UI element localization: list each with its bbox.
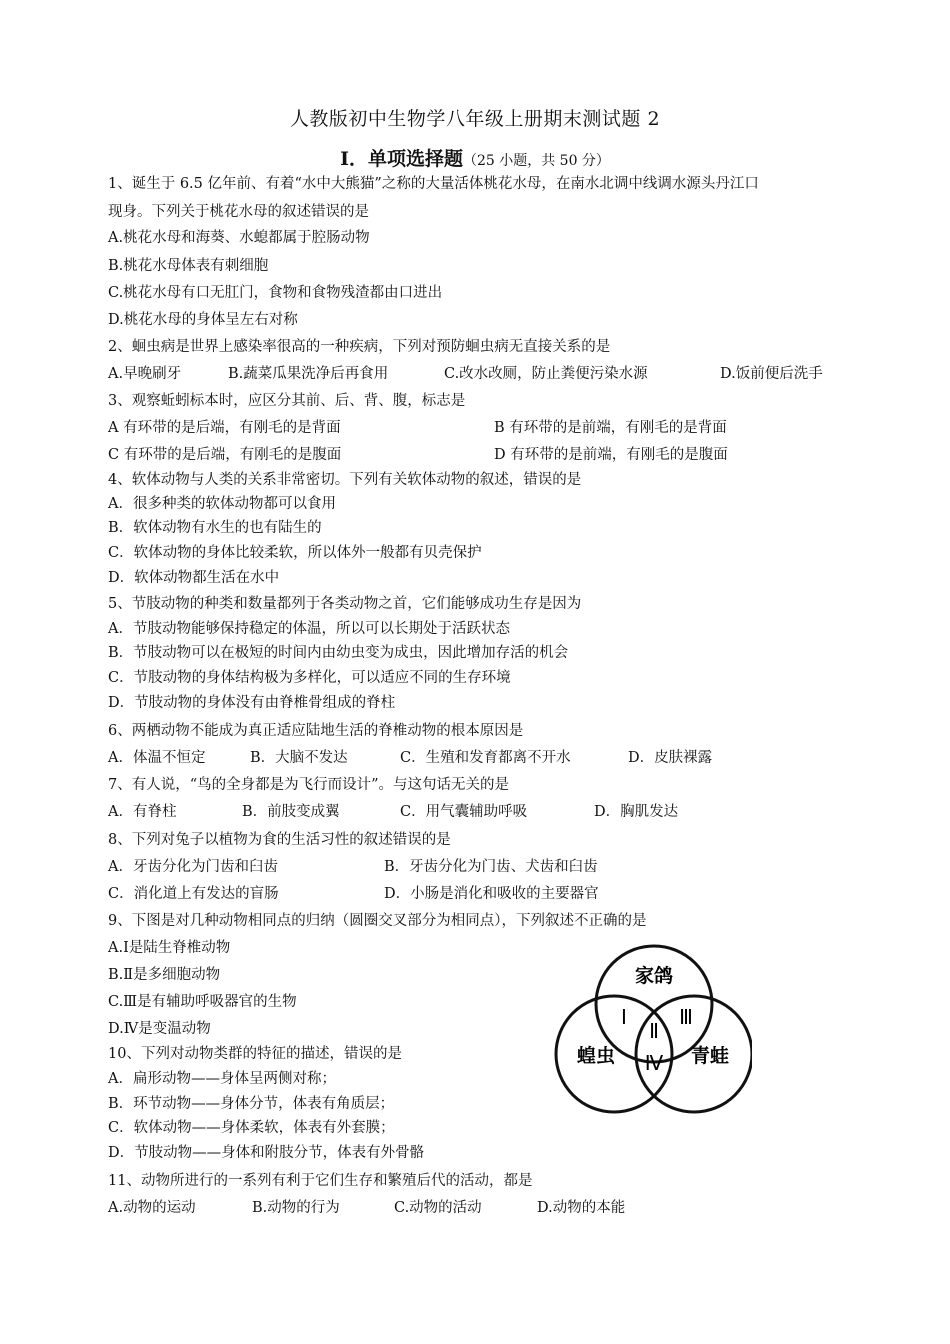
question-10-option-d: D．节肢动物——身体和附肢分节，体表有外骨骼 — [108, 1145, 425, 1161]
question-8-option-a: A．牙齿分化为门齿和臼齿 — [108, 859, 278, 875]
page-title: 人教版初中生物学八年级上册期末测试题 2 — [289, 108, 661, 130]
question-3-option-c: C 有环带的是后端，有刚毛的是腹面 — [108, 447, 342, 463]
venn-label-frog: 青蛙 — [690, 1045, 730, 1067]
question-5-stem: 5、节肢动物的种类和数量都列于各类动物之首，它们能够成功生存是因为 — [108, 596, 582, 612]
venn-region-3: Ⅲ — [679, 1005, 693, 1029]
section-heading — [0, 144, 950, 171]
question-5-option-d: D．节肢动物的身体没有由脊椎骨组成的脊柱 — [108, 695, 396, 711]
question-1-stem-line2: 现身。下列关于桃花水母的叙述错误的是 — [108, 204, 369, 220]
question-1-stem-line1: 1、诞生于 6.5 亿年前、有着“水中大熊猫”之称的大量活体桃花水母，在南水北调中线调水源头丹江口 — [108, 176, 759, 192]
question-2-option-a: A.早晚刷牙 — [108, 366, 182, 382]
question-6-option-b: B．大脑不发达 — [250, 750, 348, 766]
question-9-option-d: D.Ⅳ是变温动物 — [108, 1021, 211, 1037]
question-7-option-a: A．有脊柱 — [108, 804, 177, 820]
question-3-option-a: A 有环带的是后端，有刚毛的是背面 — [108, 420, 341, 436]
question-4-option-a: A．很多种类的软体动物都可以食用 — [108, 496, 336, 512]
section-heading-text: Ⅰ．单项选择题 — [340, 148, 463, 170]
question-5-option-b: B．节肢动物可以在极短的时间内由幼虫变为成虫，因此增加存活的机会 — [108, 645, 569, 661]
question-8-option-d: D．小肠是消化和吸收的主要器官 — [384, 886, 599, 902]
question-11-option-d: D.动物的本能 — [537, 1200, 626, 1216]
question-9-option-b: B.Ⅱ是多细胞动物 — [108, 967, 221, 983]
question-5-option-c: C．节肢动物的身体结构极为多样化，可以适应不同的生存环境 — [108, 670, 511, 686]
question-8-option-b: B．牙齿分化为门齿、犬齿和臼齿 — [384, 859, 598, 875]
question-1-option-d: D.桃花水母的身体呈左右对称 — [108, 312, 298, 328]
question-11-option-c: C.动物的活动 — [394, 1200, 482, 1216]
question-7-option-b: B．前肢变成翼 — [242, 804, 340, 820]
question-4-stem: 4、软体动物与人类的关系非常密切。下列有关软体动物的叙述，错误的是 — [108, 472, 582, 488]
question-2-option-d: D.饭前便后洗手 — [720, 366, 823, 382]
question-1-option-a: A.桃花水母和海葵、水螅都属于腔肠动物 — [108, 230, 370, 246]
venn-region-4: Ⅳ — [644, 1051, 664, 1075]
venn-region-2: Ⅱ — [649, 1019, 659, 1043]
question-7-stem: 7、有人说，“鸟的全身都是为飞行而设计”。与这句话无关的是 — [108, 777, 510, 793]
question-5-option-a: A．节肢动物能够保持稳定的体温，所以可以长期处于活跃状态 — [108, 621, 510, 637]
question-4-option-b: B．软体动物有水生的也有陆生的 — [108, 520, 322, 536]
question-3-option-d: D 有环带的是前端，有刚毛的是腹面 — [494, 447, 728, 463]
question-2-option-b: B.蔬菜瓜果洗净后再食用 — [228, 366, 389, 382]
question-7-option-d: D．胸肌发达 — [594, 804, 679, 820]
question-9-option-a: A.Ⅰ是陆生脊椎动物 — [108, 940, 231, 956]
question-3-stem: 3、观察蚯蚓标本时，应区分其前、后、背、腹，标志是 — [108, 393, 466, 409]
question-4-option-d: D．软体动物都生活在水中 — [108, 570, 280, 586]
question-10-option-b: B．环节动物——身体分节，体表有角质层； — [108, 1096, 395, 1112]
question-10-stem: 10、下列对动物类群的特征的描述，错误的是 — [108, 1046, 402, 1062]
question-8-option-c: C．消化道上有发达的盲肠 — [108, 886, 279, 902]
question-8-stem: 8、下列对兔子以植物为食的生活习性的叙述错误的是 — [108, 832, 451, 848]
question-10-option-a: A．扁形动物——身体呈两侧对称； — [108, 1071, 336, 1087]
question-6-option-d: D．皮肤裸露 — [628, 750, 713, 766]
question-6-option-a: A．体温不恒定 — [108, 750, 206, 766]
question-1-option-c: C.桃花水母有口无肛门，食物和食物残渣都由口进出 — [108, 285, 443, 301]
venn-region-1: Ⅰ — [621, 1005, 627, 1029]
question-11-option-b: B.动物的行为 — [252, 1200, 340, 1216]
venn-label-pigeon: 家鸽 — [634, 965, 674, 987]
venn-label-locust: 蝗虫 — [576, 1045, 616, 1067]
question-1-option-b: B.桃花水母体表有刺细胞 — [108, 258, 269, 274]
question-6-stem: 6、两栖动物不能成为真正适应陆地生活的脊椎动物的根本原因是 — [108, 723, 524, 739]
section-note: （25 小题，共 50 分） — [462, 153, 610, 169]
venn-diagram — [552, 942, 752, 1122]
question-4-option-c: C．软体动物的身体比较柔软，所以体外一般都有贝壳保护 — [108, 545, 482, 561]
question-7-option-c: C．用气囊辅助呼吸 — [400, 804, 528, 820]
question-11-stem: 11、动物所进行的一系列有利于它们生存和繁殖后代的活动，都是 — [108, 1173, 533, 1189]
question-6-option-c: C．生殖和发育都离不开水 — [400, 750, 571, 766]
question-9-stem: 9、下图是对几种动物相同点的归纳（圆圈交叉部分为相同点），下列叙述不正确的是 — [108, 913, 647, 929]
question-2-option-c: C.改水改厕，防止粪便污染水源 — [444, 366, 648, 382]
question-2-stem: 2、蛔虫病是世界上感染率很高的一种疾病，下列对预防蛔虫病无直接关系的是 — [108, 339, 611, 355]
question-9-option-c: C.Ⅲ是有辅助呼吸器官的生物 — [108, 994, 297, 1010]
question-10-option-c: C．软体动物——身体柔软，体表有外套膜； — [108, 1120, 395, 1136]
question-11-option-a: A.动物的运动 — [108, 1200, 196, 1216]
question-3-option-b: B 有环带的是前端，有刚毛的是背面 — [494, 420, 727, 436]
